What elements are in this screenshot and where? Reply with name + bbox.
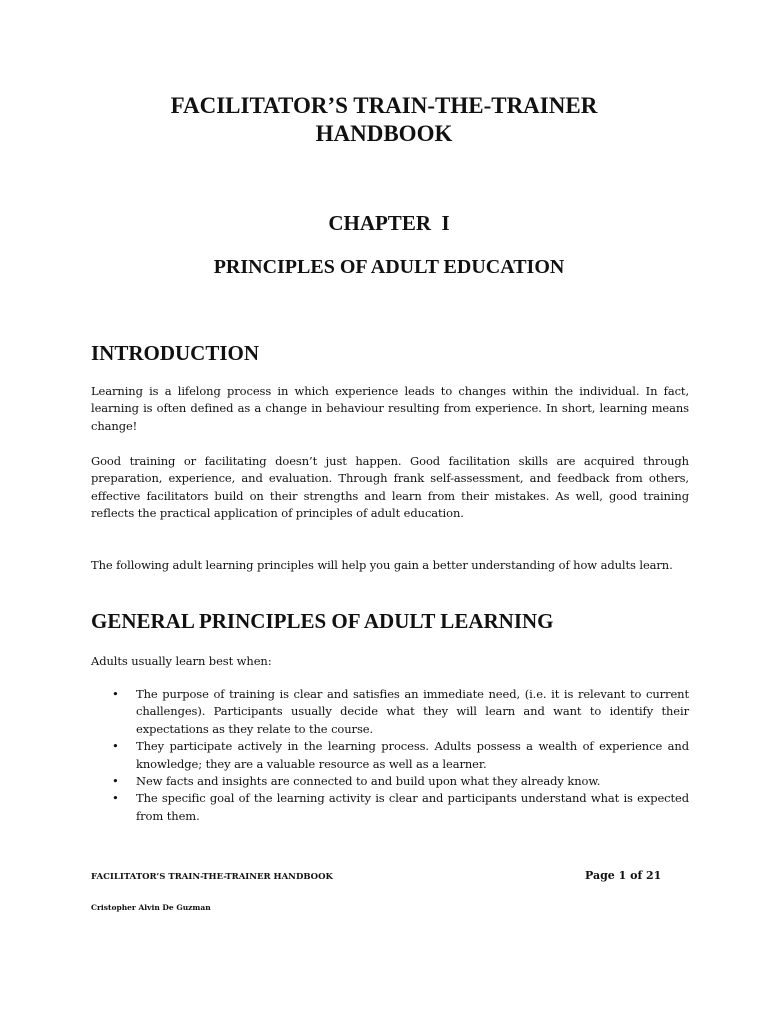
bullet-icon: • (112, 687, 119, 701)
introduction-paragraph-3: The following adult learning principles will help you gain a better understanding of how adults learn. (91, 558, 673, 572)
list-item-text: The specific goal of the learning activity is clear and participants understand what is expected from them. (136, 791, 689, 823)
document-title-line-1: FACILITATOR’S TRAIN-THE-TRAINER (170, 93, 598, 118)
footer-author: Cristopher Alvin De Guzman (91, 903, 211, 912)
bullet-icon: • (112, 739, 119, 754)
introduction-heading: INTRODUCTION (91, 341, 260, 365)
principles-bullet-list (110, 686, 689, 825)
list-item (110, 773, 689, 790)
introduction-paragraph-2: Good training or facilitating doesn’t just happen. Good facilitation skills are acquired through preparation, experience, and evaluation. Through frank self-assessment, and feedback from others, effective facilitators build on their strengths and learn from their mistakes. As well, good training reflects the practical application of principles of adult education. (91, 454, 689, 521)
list-item (110, 686, 689, 738)
chapter-number: CHAPTER I (328, 211, 450, 235)
general-principles-heading: GENERAL PRINCIPLES OF ADULT LEARNING (91, 609, 554, 633)
list-item-text: The purpose of training is clear and satisfies an immediate need, (i.e. it is relevant to current challenges). Participants usually decide what they will learn and want to identify their expectations as they relate to the course. (136, 687, 689, 736)
general-principles-lead-in: Adults usually learn best when: (91, 654, 272, 668)
footer-handbook-title: FACILITATOR’S TRAIN-THE-TRAINER HANDBOOK (91, 872, 333, 882)
list-item-text: They participate actively in the learning process. Adults possess a wealth of experience and knowledge; they are a valuable resource as well as a learner. (136, 739, 689, 771)
footer-page-number: Page 1 of 21 (585, 869, 662, 882)
bullet-icon: • (112, 791, 119, 806)
chapter-title: PRINCIPLES OF ADULT EDUCATION (213, 256, 565, 278)
bullet-icon: • (112, 774, 119, 789)
list-item-text: New facts and insights are connected to and build upon what they already know. (136, 774, 601, 789)
document-title-line-2: HANDBOOK (315, 121, 453, 146)
document-title (0, 92, 768, 148)
introduction-paragraph-1: Learning is a lifelong process in which experience leads to changes within the individual. In fact, learning is often defined as a change in behaviour resulting from experience. In short, learning means change! (91, 384, 689, 433)
list-item (110, 790, 689, 825)
list-item (110, 738, 689, 773)
